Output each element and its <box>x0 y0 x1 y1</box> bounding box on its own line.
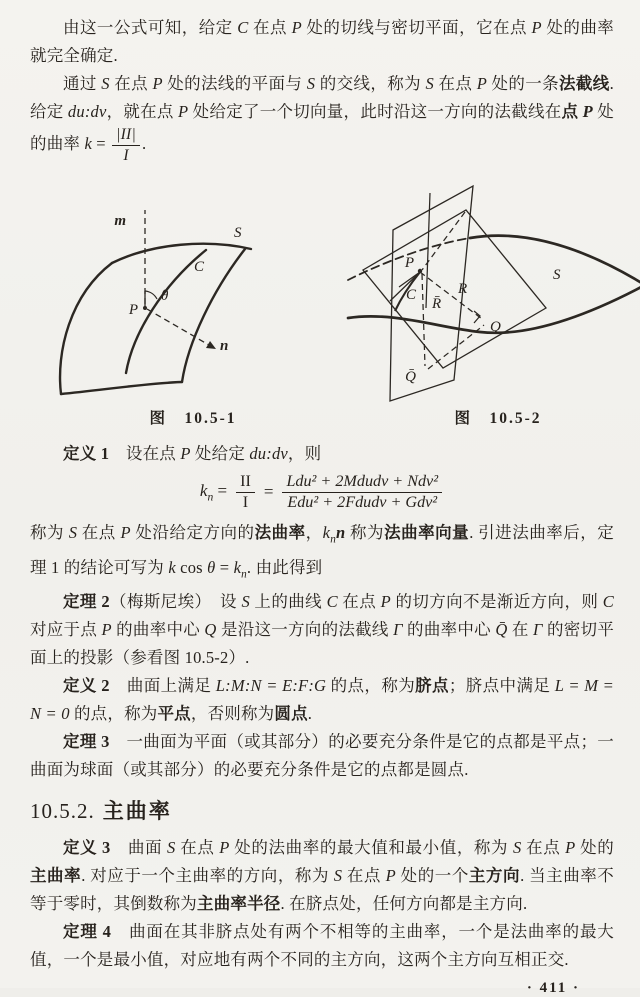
text-segment: 曲面在其非脐点处有两个不相等的主曲率，一个是法曲率的最大值，一个是最小值，对应地有两个不同的主方向，这两个主方向互相正交. <box>30 921 614 969</box>
text-segment: P <box>582 102 593 121</box>
text-segment: 主曲率半径 <box>197 893 281 913</box>
figure1-n-arrowhead <box>206 341 216 349</box>
normal-curvature-formula <box>30 473 614 512</box>
text-segment: 定理 4 <box>63 921 112 941</box>
section-title: 主曲率 <box>102 798 172 823</box>
text-segment: 通过 <box>63 74 102 93</box>
figure2-label-C: C <box>405 287 416 304</box>
text-segment: S <box>101 74 110 93</box>
text-segment: 处的曲率就完全确定. <box>30 18 615 65</box>
text-segment: ， <box>305 523 323 543</box>
text-segment: 曲面上满足 <box>109 675 216 695</box>
text-segment: S <box>333 865 343 885</box>
text-segment: 主曲率 <box>30 865 82 885</box>
text-segment: S <box>167 837 176 857</box>
text-segment: S <box>512 837 522 857</box>
page-number: · 411 · <box>526 979 580 996</box>
text-segment: P <box>178 102 189 121</box>
fraction-denominator: I <box>242 494 249 512</box>
text-segment: . 当主曲率不等于零时，其倒数称为 <box>30 865 615 913</box>
formula-lhs <box>200 481 227 504</box>
fraction-denominator: Edu² + 2Fdudv + Gdv² <box>287 494 438 512</box>
text-segment: P <box>101 619 112 639</box>
text-segment: 曲面 <box>110 837 167 857</box>
text-segment: k <box>84 133 92 153</box>
text-segment: = <box>213 481 228 501</box>
text-segment: P <box>180 444 191 464</box>
paragraph-intro <box>30 14 614 70</box>
text-segment: 称为 <box>345 523 385 543</box>
figure2-label-Rbar: R̄ <box>432 296 442 313</box>
text-segment: du:dv <box>249 444 288 464</box>
text-segment: cos <box>175 557 208 577</box>
text-segment: 平点 <box>157 703 191 723</box>
fraction-numerator: |II| <box>112 126 140 146</box>
figure1-label-n: n <box>220 338 229 355</box>
figure1-label-m: m <box>114 213 126 230</box>
text-segment: θ <box>207 557 216 577</box>
text-segment: 在点 <box>175 837 220 857</box>
text-segment: 在点 <box>109 74 153 93</box>
figure2-point-P <box>418 269 422 273</box>
text-segment: 法曲率向量 <box>384 523 470 543</box>
text-segment: 定义 3 <box>63 837 111 857</box>
text-segment: ；脐点中满足 <box>448 675 555 695</box>
text-segment: S <box>241 591 250 611</box>
text-segment: 的切方向不是渐近方向，则 <box>390 591 603 611</box>
text-segment: 处的一条 <box>487 74 560 93</box>
text-segment: n <box>207 490 214 504</box>
text-segment: 定义 1 <box>63 444 110 464</box>
text-segment: 在点 <box>521 837 566 857</box>
definition-3 <box>30 834 614 918</box>
text-segment: 在点 <box>433 74 477 93</box>
text-segment: P <box>565 837 576 857</box>
text-segment: 定理 2 <box>63 591 110 611</box>
figure1-label-theta: θ <box>161 288 169 305</box>
text-segment: 设在点 <box>109 444 181 464</box>
text-segment: . 给定 <box>30 74 614 121</box>
text-segment: P <box>120 523 131 543</box>
text-segment: 对应于点 <box>30 619 102 639</box>
figure-10-5-1 <box>48 192 338 407</box>
figure1-caption: 图 10.5-1 <box>149 410 237 428</box>
figure1-surface-patch <box>60 244 251 394</box>
text-segment: 法曲率 <box>254 523 306 543</box>
text-segment: . 由此得到 <box>246 557 323 577</box>
figure2-label-S: S <box>553 267 561 284</box>
paragraph-normal-curvature <box>30 519 614 588</box>
figure2-label-Q: Q <box>490 319 501 336</box>
text-segment: 的曲率中心 <box>111 619 205 639</box>
inline-fraction-k <box>112 126 140 164</box>
text-segment: 上的曲线 <box>249 591 327 611</box>
text-segment: P <box>380 591 391 611</box>
figure2-label-R: R <box>458 281 468 298</box>
text-segment: = <box>91 133 111 153</box>
text-segment: n <box>336 523 346 543</box>
figure2-label-Qbar: Q̄ <box>405 369 416 386</box>
text-segment: . 引进法曲率后，定理 1 的结论可写为 <box>30 523 614 577</box>
text-segment: P <box>219 837 230 857</box>
text-segment: 脐点 <box>415 675 449 695</box>
figure1-label-S: S <box>234 225 242 242</box>
text-segment: 圆点 <box>274 703 308 723</box>
theorem-4 <box>30 918 614 974</box>
text-segment: 在点 <box>342 865 386 885</box>
text-segment: P <box>291 18 302 37</box>
text-segment: P <box>385 865 396 885</box>
text-segment: 一曲面为平面（或其部分）的必要充分条件是它的点都是平点；一曲面为球面（或其部分）的必要充分条件是它的点都是圆点. <box>30 731 614 779</box>
figure2-label-P: P <box>404 255 414 272</box>
text-segment: 在点 <box>337 591 381 611</box>
text-segment: 处的法线的平面与 <box>162 74 307 93</box>
text-segment: C <box>326 591 338 611</box>
text-segment: L:M:N = E:F:G <box>215 675 327 695</box>
text-segment: 是沿这一方向的法截线 <box>216 619 394 639</box>
text-segment: ，则 <box>287 444 322 464</box>
fraction-numerator: Ldu² + 2Mdudv + Ndv² <box>282 473 442 493</box>
text-segment: 主方向 <box>468 865 521 885</box>
text-segment: Γ <box>533 619 543 639</box>
text-segment: Γ <box>393 619 403 639</box>
figures-row <box>30 168 614 434</box>
text-segment: 处的 <box>575 837 614 857</box>
figure2-planes <box>363 186 546 401</box>
section-heading-10-5-2 <box>30 796 614 826</box>
text-segment: （梅斯尼埃） 设 <box>109 591 242 611</box>
text-segment: 称为 <box>30 523 69 543</box>
text-segment: P <box>476 74 488 93</box>
figure1-theta-arc <box>145 291 157 299</box>
text-segment: 在 <box>507 619 534 639</box>
figure1-point-P <box>143 306 147 310</box>
text-segment: C <box>237 18 249 37</box>
formula-fraction-fundamental-forms <box>282 473 442 512</box>
text-segment: 处的切线与密切平面，它在点 <box>301 18 532 37</box>
text-segment: n <box>241 567 247 580</box>
text-segment: 定义 2 <box>63 675 110 695</box>
text-segment: L = M = N = 0 <box>30 675 614 723</box>
formula-fraction-II-I <box>236 473 255 512</box>
text-segment: 点 <box>561 102 583 121</box>
text-segment: 的点，称为 <box>69 703 158 723</box>
text-segment: = <box>215 557 234 577</box>
fraction-numerator: II <box>236 473 255 493</box>
text-segment: ，否则称为 <box>190 703 275 723</box>
text-segment: 处的法曲率的最大值和最小值，称为 <box>229 837 513 857</box>
text-segment: 处给定 <box>190 444 250 464</box>
text-segment: k <box>233 557 242 577</box>
formula-equals: = <box>263 482 274 502</box>
text-segment: Q̄ <box>495 619 508 639</box>
text-segment: ，就在点 <box>106 102 179 121</box>
text-segment: . <box>307 703 313 723</box>
text-segment: 处沿给定方向的 <box>130 523 255 543</box>
section-number: 10.5.2. <box>30 798 95 823</box>
text-segment: n <box>330 533 336 546</box>
text-segment: Q <box>204 619 217 639</box>
text-segment: k <box>168 557 176 577</box>
text-segment: 的点，称为 <box>326 675 416 695</box>
text-segment: 法截线 <box>559 74 610 93</box>
text-segment: 由这一公式可知，给定 <box>63 18 238 37</box>
text-segment: S <box>306 74 316 93</box>
definition-2 <box>30 672 614 728</box>
text-segment: S <box>68 523 78 543</box>
figure2-caption: 图 10.5-2 <box>454 410 542 428</box>
text-segment: . 在脐点处，任何方向都是主方向. <box>280 893 528 913</box>
theorem-2-meusnier <box>30 588 614 672</box>
figure-10-5-2 <box>348 168 640 408</box>
text-segment: S <box>425 74 434 93</box>
text-segment: 定理 3 <box>63 731 110 751</box>
text-segment: P <box>152 74 163 93</box>
text-segment: 的密切平面上的投影（参看图 10.5-2）. <box>30 619 615 667</box>
text-segment: du:dv <box>67 102 107 121</box>
text-segment: 的交线，称为 <box>315 74 426 93</box>
sentence-period: . <box>141 133 147 153</box>
theorem-3 <box>30 728 614 784</box>
text-segment: 处的曲率 <box>30 102 615 153</box>
text-segment: . 对应于一个主曲率的方向，称为 <box>81 865 334 885</box>
text-segment: 在点 <box>248 18 292 37</box>
figure1-label-C: C <box>194 259 205 276</box>
figure1-label-P: P <box>128 302 138 319</box>
text-segment: k <box>199 481 208 501</box>
text-segment: 的曲率中心 <box>402 619 496 639</box>
text-segment: C <box>602 591 614 611</box>
paragraph-normal-section <box>30 70 614 164</box>
text-segment: 处给定了一个切向量，此时沿这一方向的法截线在 <box>188 102 562 121</box>
text-segment: 处的一个 <box>395 865 469 885</box>
definition-1 <box>30 440 614 468</box>
fraction-denominator: I <box>123 146 129 164</box>
text-segment: k <box>322 523 331 543</box>
text-segment: P <box>531 18 542 37</box>
text-segment: 在点 <box>77 523 121 543</box>
